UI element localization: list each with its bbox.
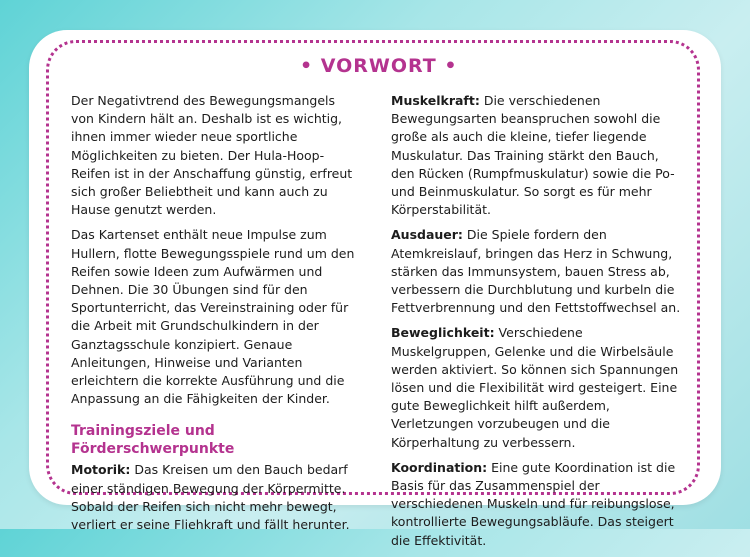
page-title: • VORWORT • [300,55,458,77]
muskelkraft-paragraph [391,92,681,219]
muskelkraft-text: Die verschiedenen Bewegungsarten beanspruchen sowohl die große als auch die kleine, tiefer liegende Muskulatur. Das Training stärkt den Bauch, den Rücken (Rumpfmuskulatur) sowie die Po- und Beinmuskulatur. So sorgt es für mehr Körperstabilität. [391,93,675,218]
koordination-label: Koordination: [391,459,488,475]
beweglichkeit-label: Beweglichkeit: [391,325,495,341]
motorik-text: Das Kreisen um den Bauch bedarf einer ständigen Bewegung der Körpermitte. Sobald der Reifen sich nicht mehr bewegt, verliert er seine Fliehkraft und fällt herunter. [71,462,350,533]
motorik-label: Motorik: [71,462,131,478]
beweglichkeit-paragraph [391,324,681,451]
ausdauer-label: Ausdauer: [391,227,463,243]
ausdauer-paragraph [391,226,681,317]
left-column [71,92,361,541]
intro-paragraph: Der Negativtrend des Bewegungsmangels von Kindern hält an. Deshalb ist es wichtig, ihnen immer wieder neue sportliche Möglichkeiten zu bieten. Der Hula-Hoop-Reifen ist in der Anschaffung günstig, erfreut sich großer Beliebtheit und kann auch zu Hause genutzt werden. [71,93,353,218]
koordination-text: Eine gute Koordination ist die Basis für das Zusammenspiel der verschiedenen Muskeln und für reibungslose, kontrollierte Bewegungsabläufe. Das steigert die Effektivität. [391,459,676,548]
motorik-paragraph [71,461,361,534]
koordination-paragraph [391,459,681,550]
title-container [300,50,458,82]
right-column [391,92,681,557]
beweglichkeit-text: Verschiedene Muskelgruppen, Gelenke und die Wirbelsäule werden aktiviert. So können sich Spannungen lösen und die Flexibilität wird gesteigert. Eine gute Beweglichkeit hilft außerdem, Verletzungen vorzubeugen und die Körperhaltung zu verbessern. [391,325,679,450]
muskelkraft-label: Muskelkraft: [391,93,480,108]
ausdauer-text: Die Spiele fordern den Atemkreislauf, bringen das Herz in Schwung, stärken das Immunsystem, bauen Stress ab, verbessern die Durchblutung und kurbeln die Fettverbrennung und den Fettstoffwechsel an. [391,227,681,316]
section-heading: Trainingsziele und Förderschwerpunkte [71,423,235,458]
kartenset-paragraph: Das Kartenset enthält neue Impulse zum Hullern, flotte Bewegungsspiele rund um den Reifen sowie Ideen zum Aufwärmen und Dehnen. Die 30 Übungen sind für den Sportunterricht, das Vereinstraining oder für die Arbeit mit Grundschulkindern in der Ganztagsschule konzipiert. Genaue Anleitungen, Hinweise und Varianten erleichtern die korrekte Ausführung und die Anpassung an die Fähigkeiten der Kinder. [71,227,355,407]
